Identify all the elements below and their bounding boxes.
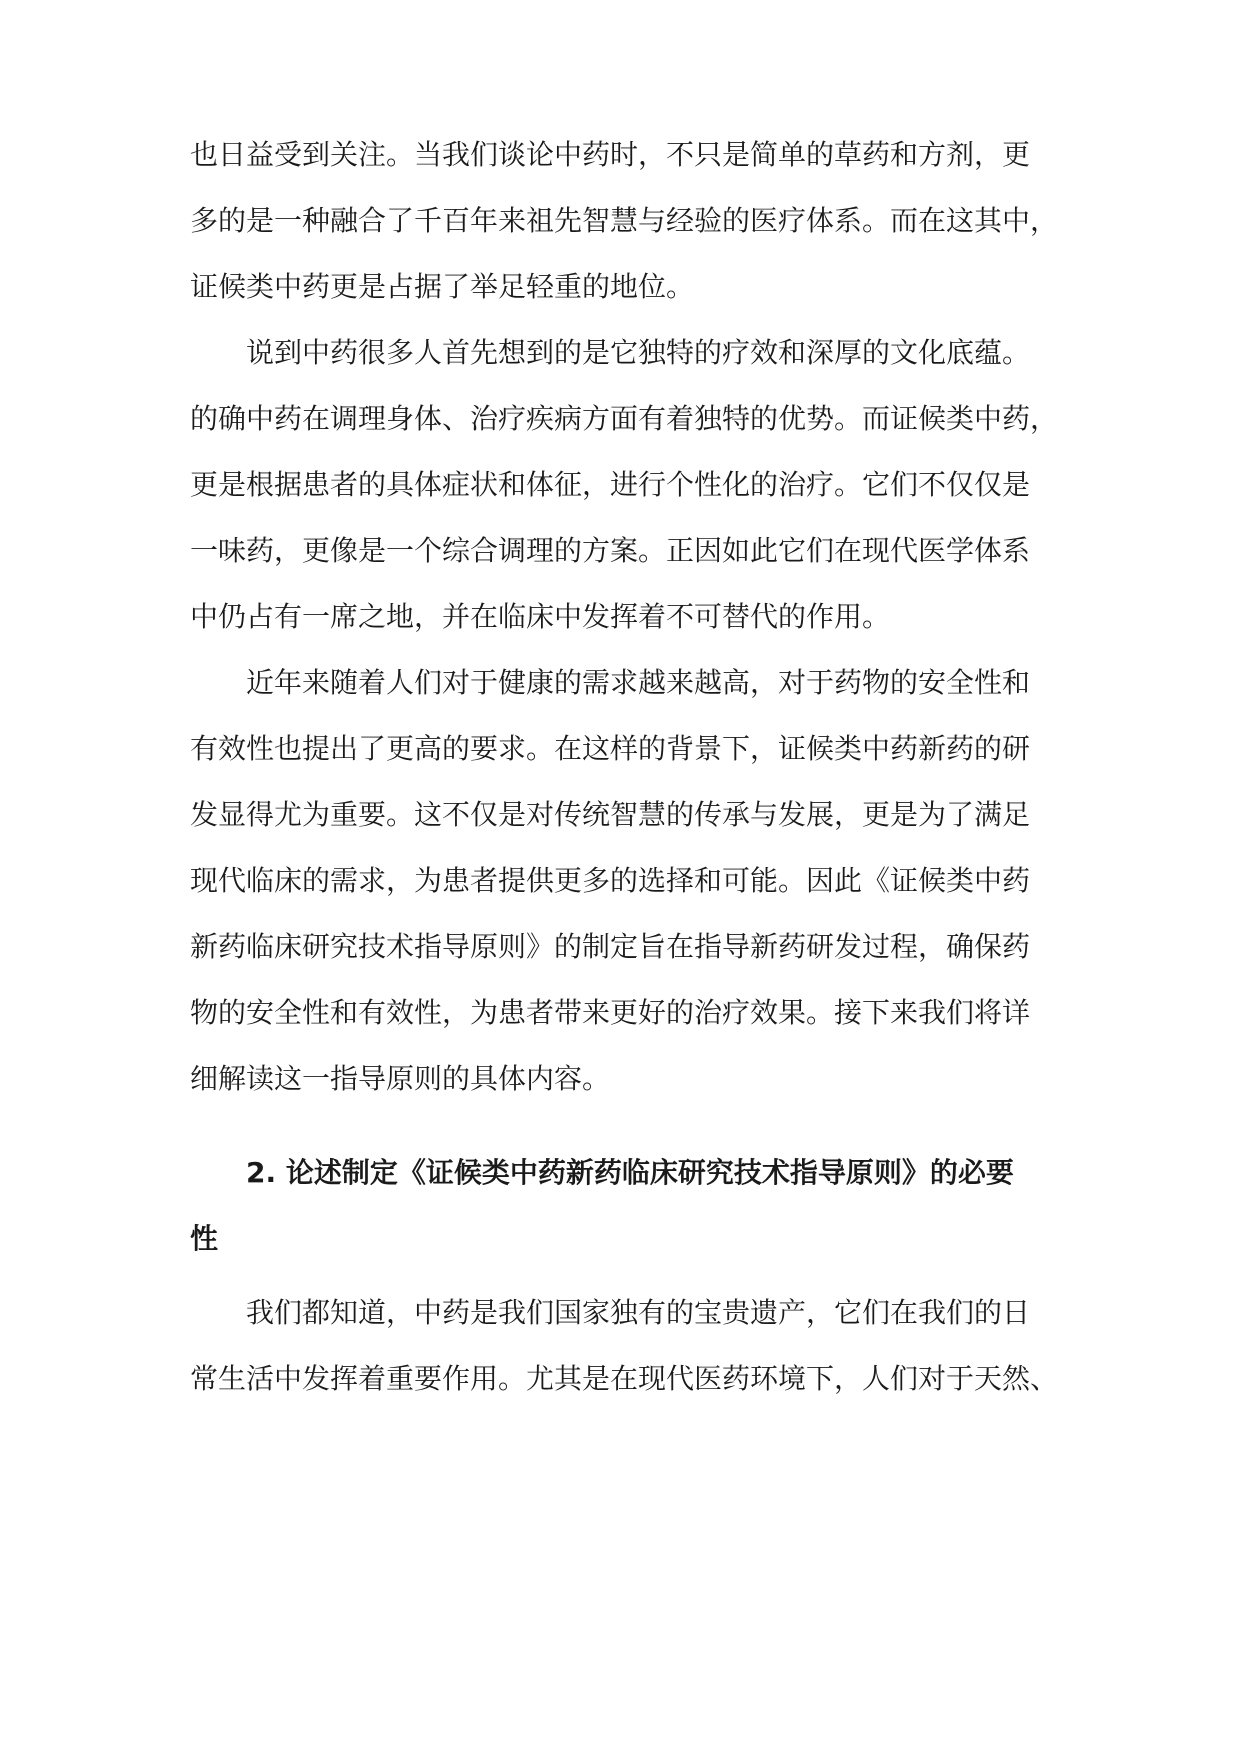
paragraph-line: 更是根据患者的具体症状和体征，进行个性化的治疗。它们不仅仅是: [190, 468, 1031, 501]
paragraph-line: 一味药，更像是一个综合调理的方案。正因如此它们在现代医学体系: [190, 534, 1031, 567]
paragraph-line: 证候类中药更是占据了举足轻重的地位。: [190, 270, 695, 303]
paragraph-line: 常生活中发挥着重要作用。尤其是在现代医药环境下，人们对于天然、: [190, 1362, 1059, 1395]
paragraph-line: 说到中药很多人首先想到的是它独特的疗效和深厚的文化底蕴。: [246, 336, 1031, 369]
paragraph-line: 的确中药在调理身体、治疗疾病方面有着独特的优势。而证候类中药，: [190, 402, 1059, 435]
paragraph-line: 发显得尤为重要。这不仅是对传统智慧的传承与发展，更是为了满足: [190, 798, 1031, 831]
paragraph-line: 物的安全性和有效性，为患者带来更好的治疗效果。接下来我们将详: [190, 996, 1031, 1029]
paragraph-line: 新药临床研究技术指导原则》的制定旨在指导新药研发过程，确保药: [190, 930, 1031, 963]
paragraph-line: 近年来随着人们对于健康的需求越来越高，对于药物的安全性和: [246, 666, 1031, 699]
paragraph-line: 多的是一种融合了千百年来祖先智慧与经验的医疗体系。而在这其中，: [190, 204, 1059, 237]
paragraph-line: 现代临床的需求，为患者提供更多的选择和可能。因此《证候类中药: [190, 864, 1031, 897]
section-heading: 2. 论述制定《证候类中药新药临床研究技术指导原则》的必要: [246, 1156, 1014, 1189]
paragraph-line: 我们都知道，中药是我们国家独有的宝贵遗产，它们在我们的日: [246, 1296, 1031, 1329]
paragraph-line: 有效性也提出了更高的要求。在这样的背景下，证候类中药新药的研: [190, 732, 1031, 765]
paragraph-line: 中仍占有一席之地，并在临床中发挥着不可替代的作用。: [190, 600, 891, 633]
section-heading: 性: [190, 1222, 219, 1255]
paragraph-line: 细解读这一指导原则的具体内容。: [190, 1062, 611, 1095]
paragraph-line: 也日益受到关注。当我们谈论中药时，不只是简单的草药和方剂，更: [190, 138, 1031, 171]
